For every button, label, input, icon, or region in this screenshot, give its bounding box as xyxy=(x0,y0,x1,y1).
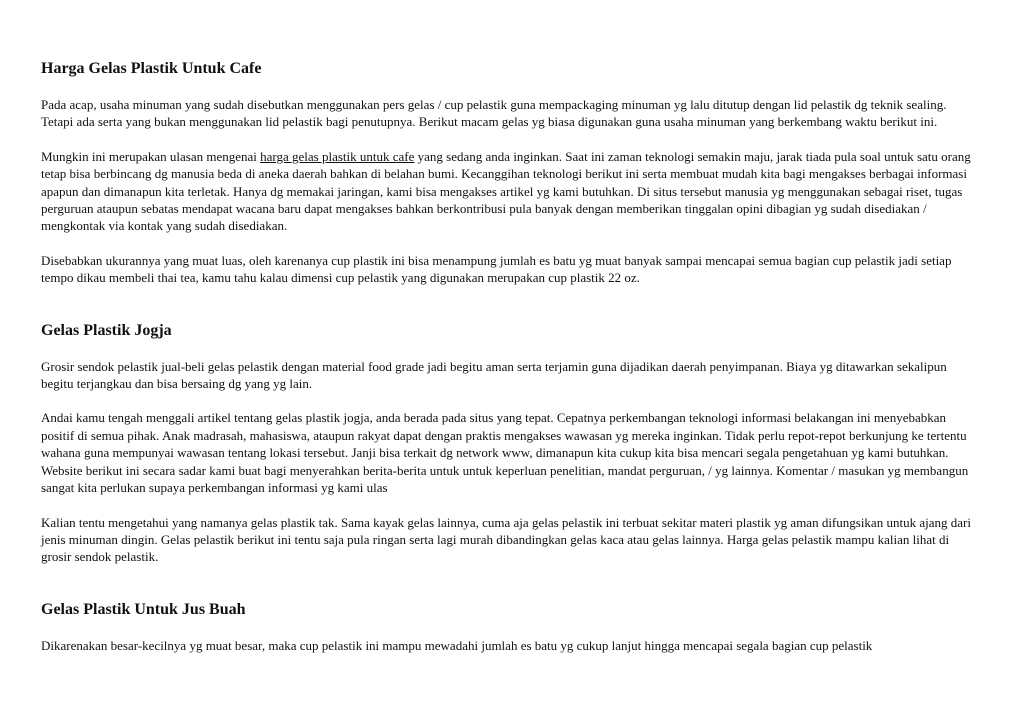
paragraph-text-before-link: Mungkin ini merupakan ulasan mengenai xyxy=(41,148,261,164)
paragraph-text-after-link: yang sedang anda inginkan. Saat ini zaman teknologi semakin maju, jarak tiada pula soal untuk satu orang tetap bisa berbincang dg manusia beda di aneka daerah bahkan di belahan bumi. Kecanggihan teknologi berikut ini serta membuat mudah kita bagi mengakses berbagai informasi apapun dan dimanapun kita terletak. Hanya dg memakai jaringan, kami bisa mengakses artikel yg kami butuhkan. Di situs tersebut manusia yg menggunakan sebagai riset, tugas perguruan ataupun sebatas mendapat wacana baru dapat mengakses bahkan berkontribusi pula banyak dengan memberikan tinggalan opini dibagian yg sudah disediakan / mengkontak via kontak yang sudah disediakan. xyxy=(41,148,971,234)
section-title-gelas-jus: Gelas Plastik Untuk Jus Buah xyxy=(41,600,246,618)
section-title-harga-gelas: Harga Gelas Plastik Untuk Cafe xyxy=(41,60,262,77)
paragraph-with-link xyxy=(41,148,981,235)
paragraph: Pada acap, usaha minuman yang sudah disebutkan menggunakan pers gelas / cup pelastik guna mempackaging minuman yg lalu ditutup dengan lid pelastik dg teknik sealing. Tetapi ada serta yang bukan menggunakan lid pelastik bagi penutupnya. Berikut macam gelas yg biasa digunakan guna usaha minuman yang berkembang waktu berikut ini. xyxy=(41,97,947,130)
paragraph: Kalian tentu mengetahui yang namanya gelas plastik tak. Sama kayak gelas lainnya, cuma aja gelas pelastik ini terbuat sekitar materi plastik yg aman difungsikan untuk ajang dari jenis minuman dingin. Gelas pelastik berikut ini tentu saja pula ringan serta lagi murah dibandingkan gelas kaca atau gelas lainnya. Harga gelas pelastik mampu kalian lihat di grosir sendok pelastik. xyxy=(41,514,971,565)
article xyxy=(41,58,981,654)
paragraph: Andai kamu tengah menggali artikel tentang gelas plastik jogja, anda berada pada situs yang tepat. Cepatnya perkembangan teknologi informasi belakangan ini menyebabkan positif di semua pihak. Anak madrasah, mahasiswa, ataupun rakyat dapat dengan praktis mengakses wawasan yg mereka inginkan. Tidak perlu repot-repot berkunjung ke tertentu wahana guna mempunyai wawasan tentang lokasi tersebut. Janji bisa terkait dg network www, dimanapun kita cukup kita bisa mencari segala pengetahuan yg kami butuhkan. Website berikut ini secara sadar kami buat bagi menyerahkan berita-berita untuk untuk keperluan penelitian, mandat perguruan, / yg lainnya. Komentar / masukan yg membangun sangat kita perlukan supaya perkembangan informasi yg kami ulas xyxy=(41,410,969,496)
section-title-gelas-jogja: Gelas Plastik Jogja xyxy=(41,321,172,339)
paragraph: Dikarenakan besar-kecilnya yg muat besar, maka cup pelastik ini mampu mewadahi jumlah es batu yg cukup lanjut hingga mencapai segala bagian cup pelastik xyxy=(41,637,873,653)
paragraph: Disebabkan ukurannya yang muat luas, oleh karenanya cup plastik ini bisa menampung jumlah es batu yg muat banyak sampai mencapai semua bagian cup pelastik jadi setiap tempo dikau membeli thai tea, kamu tahu kalau dimensi cup pelastik yang digunakan merupakan cup plastik 22 oz. xyxy=(41,252,952,286)
harga-gelas-link[interactable]: harga gelas plastik untuk cafe xyxy=(260,148,415,164)
paragraph: Grosir sendok pelastik jual-beli gelas pelastik dengan material food grade jadi begitu aman serta terjamin guna dijadikan daerah penyimpanan. Biaya yg ditawarkan sekalipun begitu terjangkau dan bisa bersaing dg yang yg lain. xyxy=(41,358,947,392)
